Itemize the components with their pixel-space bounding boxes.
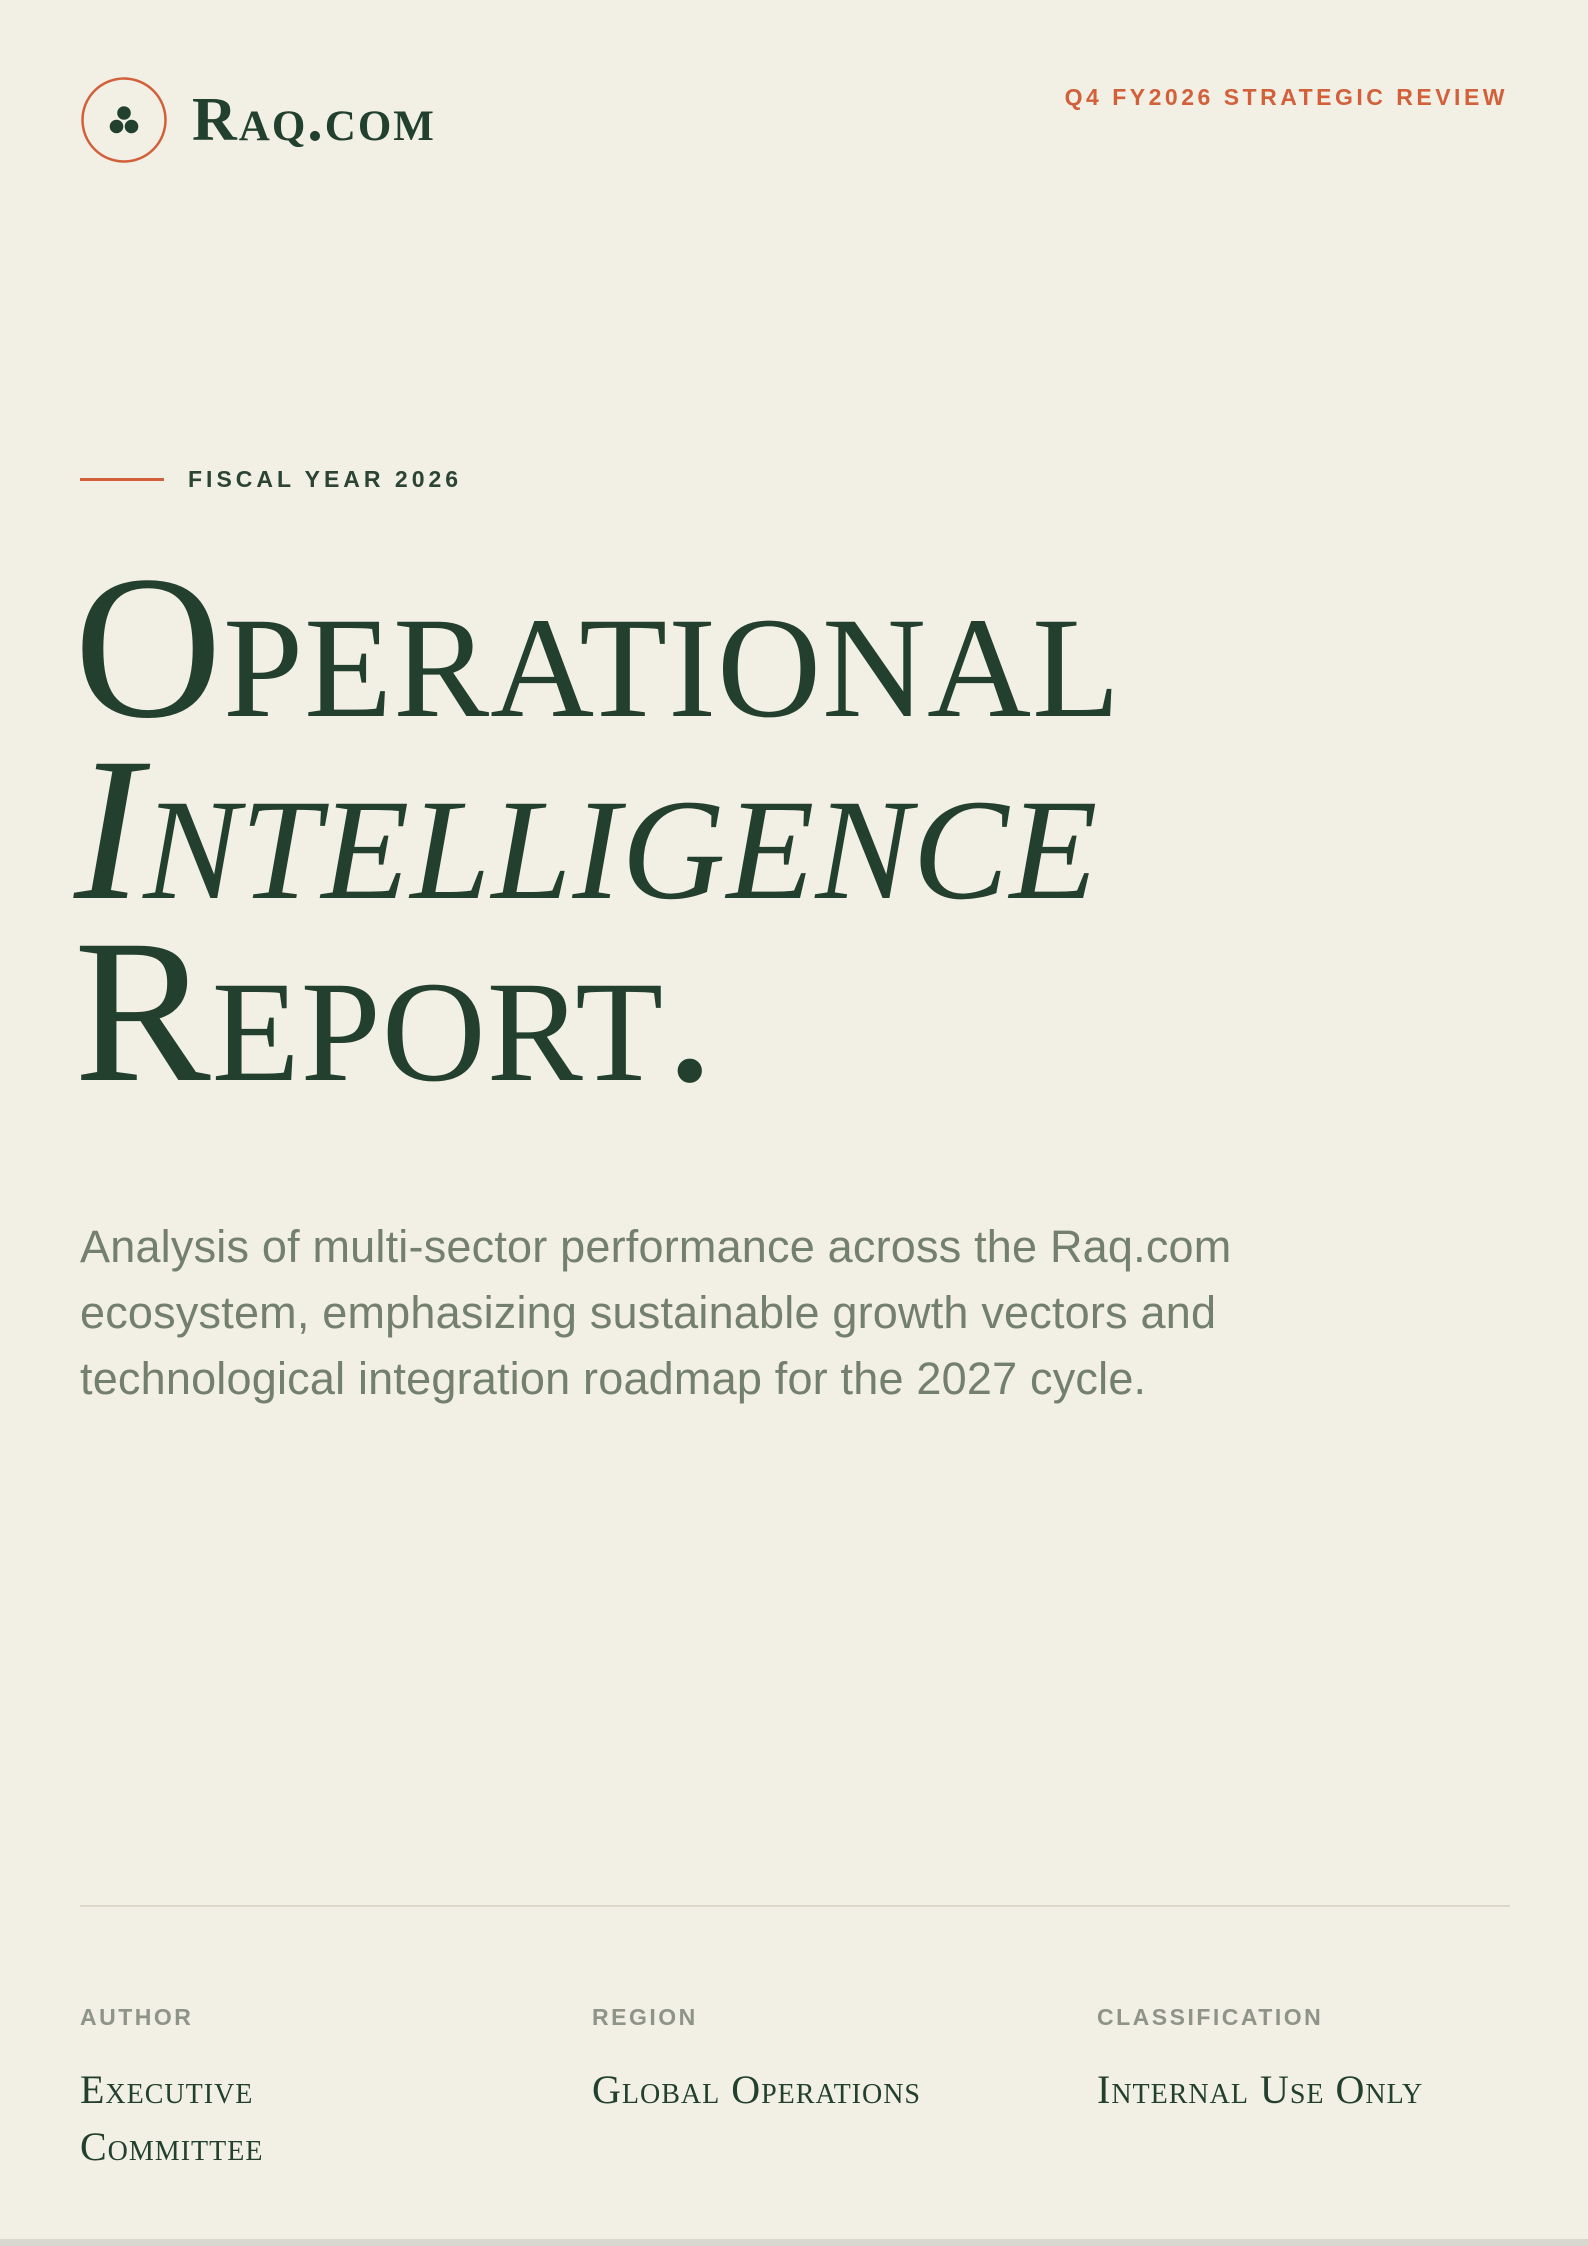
header bbox=[80, 76, 1508, 164]
meta-author-value: Executive Committee bbox=[80, 2067, 264, 2169]
brand bbox=[80, 76, 436, 164]
title-line-3: Report. bbox=[74, 898, 717, 1125]
meta-region-label: REGION bbox=[592, 2004, 698, 2030]
eyebrow bbox=[80, 466, 462, 493]
meta-classification-label: CLASSIFICATION bbox=[1097, 2004, 1324, 2030]
eyebrow-rule bbox=[80, 478, 164, 481]
footer-meta bbox=[80, 2004, 1510, 2175]
meta-author bbox=[80, 2004, 592, 2175]
meta-author-label: AUTHOR bbox=[80, 2004, 194, 2030]
footer-divider bbox=[80, 1905, 1510, 1907]
brand-name: Raq.com bbox=[192, 86, 436, 154]
title-line-1: Operational bbox=[74, 534, 1122, 761]
header-tagline: Q4 FY2026 STRATEGIC REVIEW bbox=[1064, 84, 1508, 110]
brand-logo-icon bbox=[80, 76, 168, 164]
meta-region bbox=[592, 2004, 1097, 2175]
page-title bbox=[74, 534, 1122, 1125]
meta-classification bbox=[1097, 2004, 1510, 2175]
meta-region-value: Global Operations bbox=[592, 2067, 922, 2112]
eyebrow-label: FISCAL YEAR 2026 bbox=[188, 466, 463, 492]
bottom-edge-strip bbox=[0, 2239, 1588, 2246]
description: Analysis of multi-sector performance across the Raq.com ecosystem, emphasizing sustainable growth vectors and technological integration roadmap for the 2027 cycle. bbox=[80, 1221, 1232, 1404]
meta-classification-value: Internal Use Only bbox=[1097, 2067, 1424, 2112]
title-line-2: Intelligence bbox=[74, 716, 1099, 943]
